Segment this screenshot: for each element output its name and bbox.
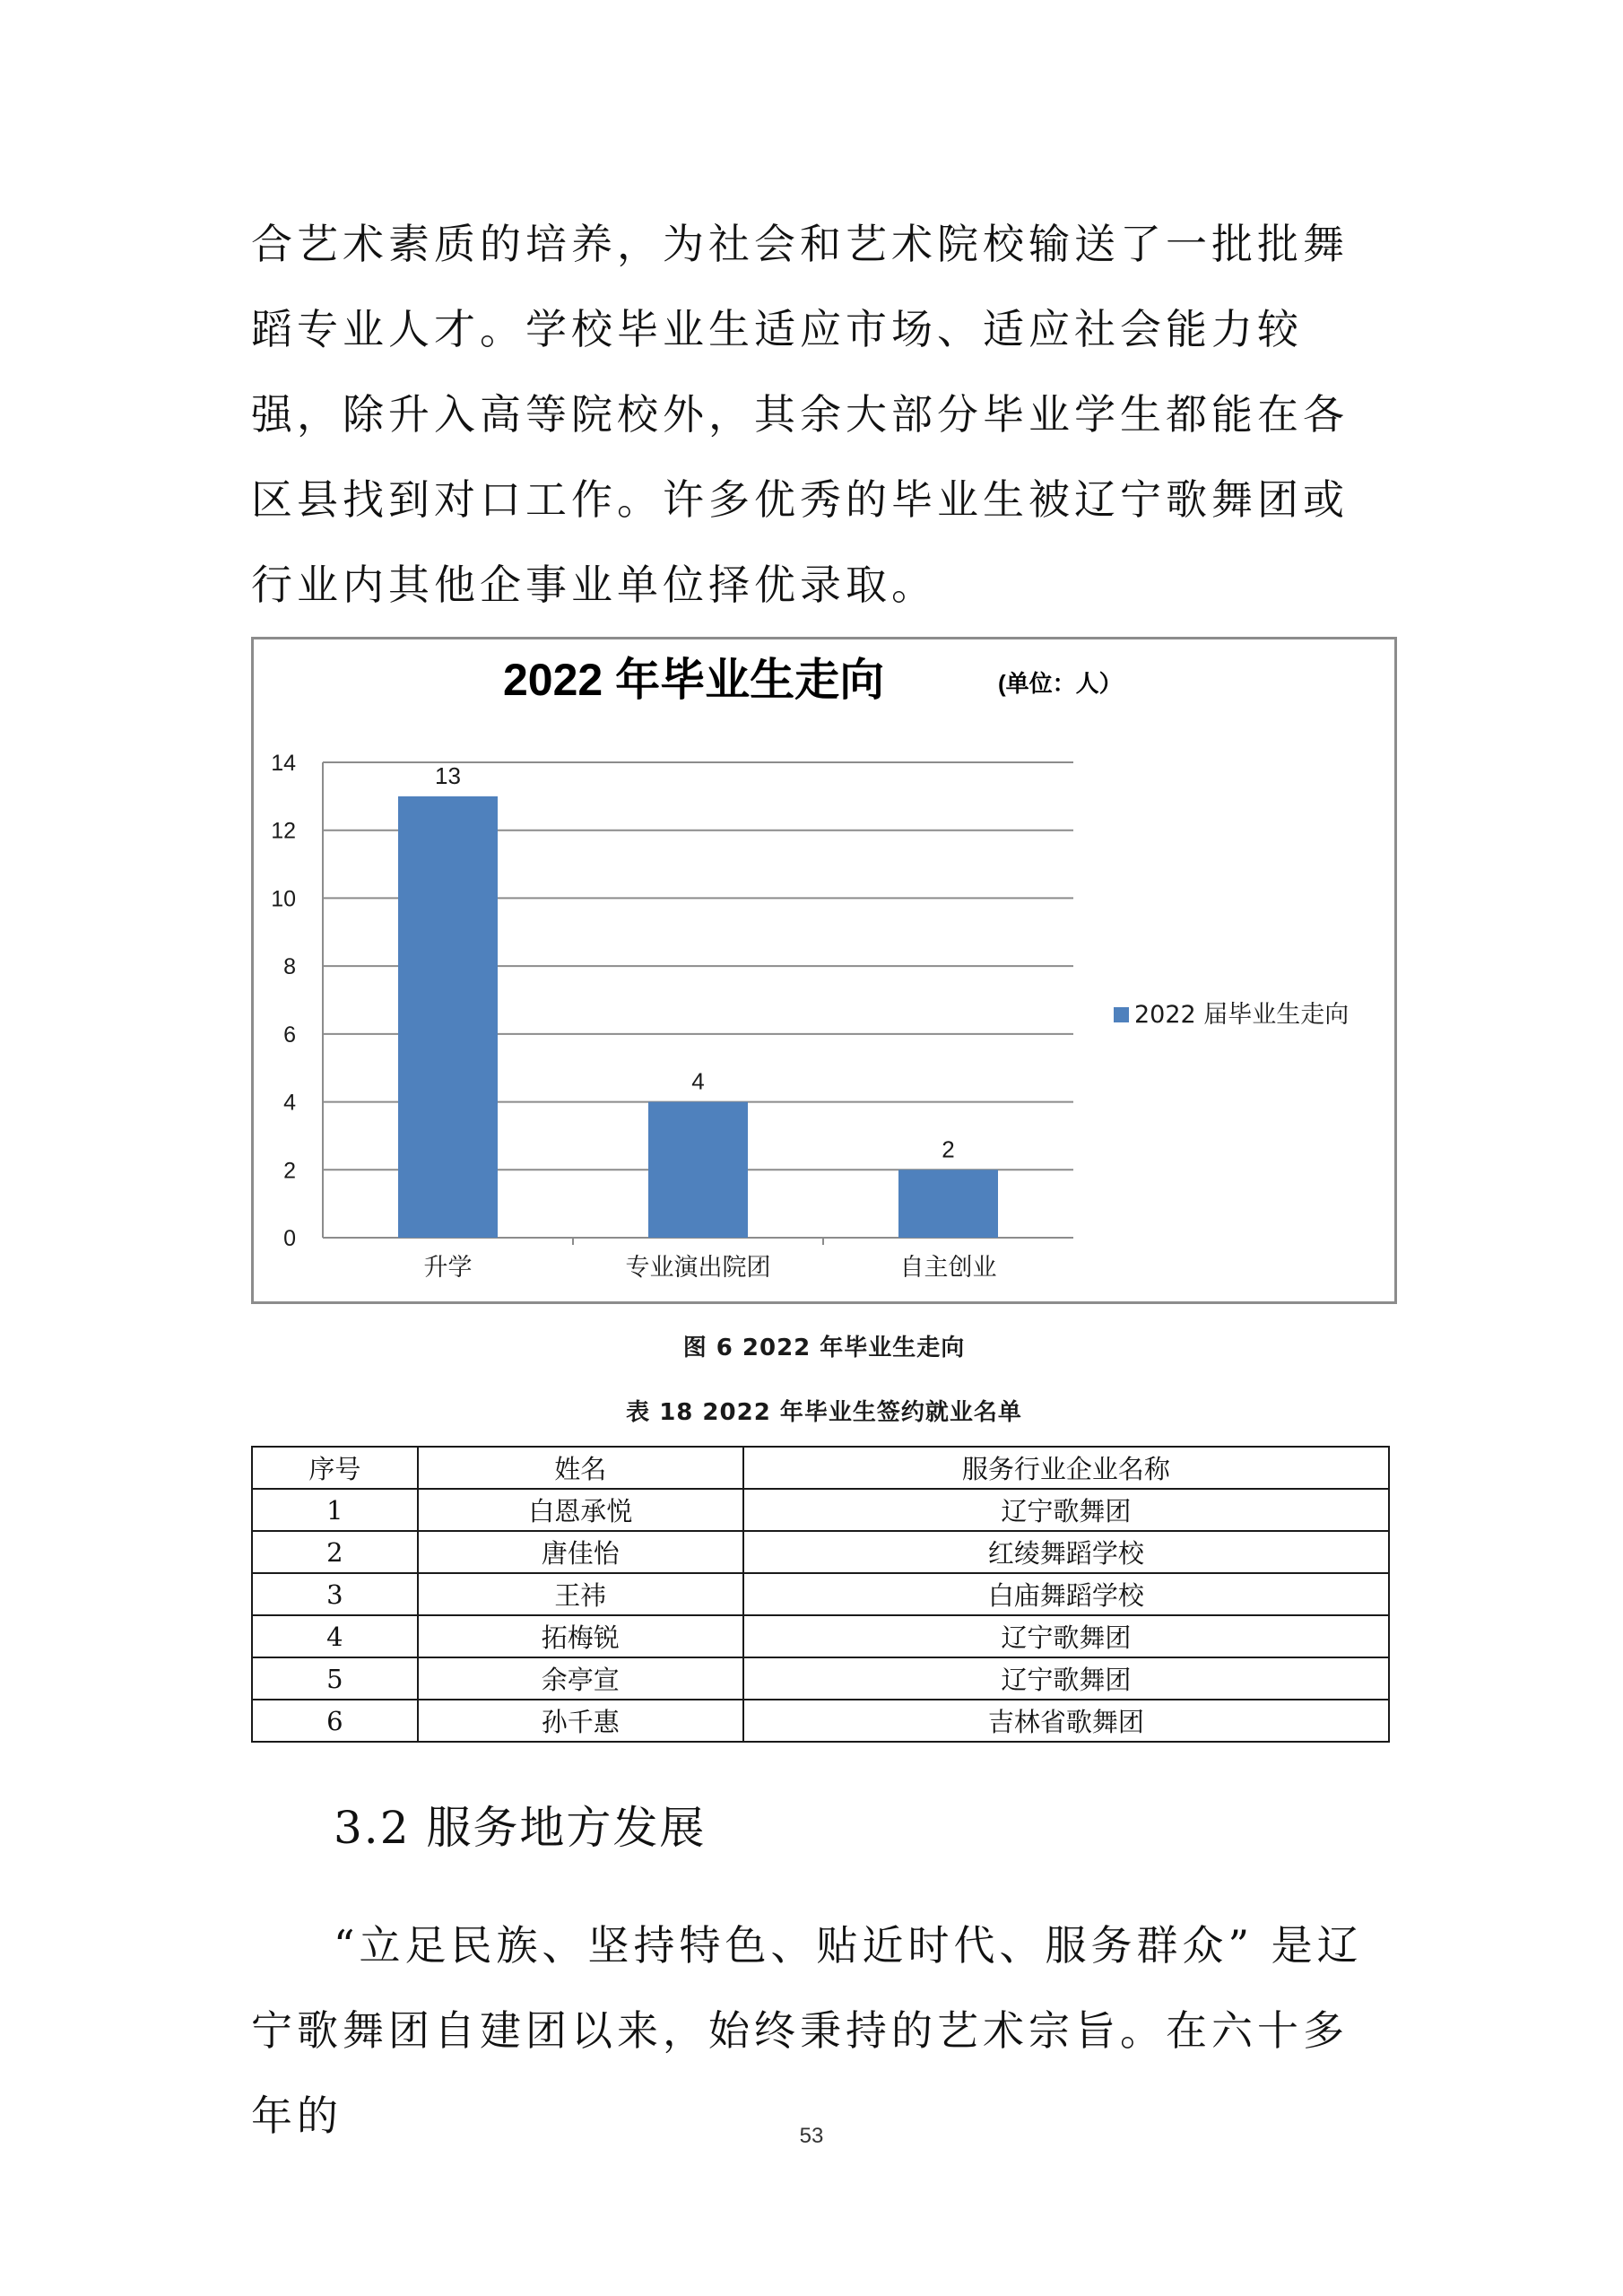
table-cell: 辽宁歌舞团: [743, 1489, 1389, 1531]
table-cell: 唐佳怡: [418, 1531, 743, 1573]
table-cell: 2: [252, 1531, 418, 1573]
bar-2: [898, 1170, 998, 1238]
category-label: 专业演出院团: [625, 1254, 771, 1282]
table-header-row: [252, 1447, 1389, 1489]
table-cell: 3: [252, 1573, 418, 1615]
data-label: 4: [691, 1067, 705, 1095]
table-cell: 1: [252, 1489, 418, 1531]
table-cell: 孙千惠: [418, 1700, 743, 1742]
employment-table: [251, 1446, 1390, 1743]
y-tick-label: 10: [271, 886, 296, 912]
table-caption: 表 18 2022 年毕业生签约就业名单: [626, 1399, 1022, 1426]
y-tick-label: 14: [271, 751, 296, 776]
table-row: [252, 1489, 1389, 1531]
y-tick-label: 8: [283, 954, 296, 980]
category-label: 升学: [423, 1254, 473, 1282]
table-cell: 红绫舞蹈学校: [743, 1531, 1389, 1573]
data-label: 2: [942, 1135, 955, 1163]
header-name: 姓名: [418, 1447, 743, 1489]
table-cell: 4: [252, 1615, 418, 1657]
chart-canvas: [254, 639, 1394, 1301]
header-employer: 服务行业企业名称: [743, 1447, 1389, 1489]
table-cell: 白恩承悦: [418, 1489, 743, 1531]
category-label: 自主创业: [899, 1254, 997, 1282]
table-cell: 6: [252, 1700, 418, 1742]
y-tick-label: 2: [283, 1158, 296, 1184]
chart-title: 2022 年毕业生走向: [503, 655, 885, 705]
figure-caption: 图 6 2022 年毕业生走向: [682, 1335, 966, 1361]
table-cell: 余亭宣: [418, 1657, 743, 1700]
table-cell: 辽宁歌舞团: [743, 1657, 1389, 1700]
bar-0: [398, 796, 498, 1238]
y-tick-label: 6: [283, 1022, 296, 1048]
data-label: 13: [435, 761, 461, 789]
table-cell: 王祎: [418, 1573, 743, 1615]
legend-label: 2022 届毕业生走向: [1134, 1001, 1350, 1029]
table-cell: 白庙舞蹈学校: [743, 1573, 1389, 1615]
section-heading: 3.2 服务地方发展: [334, 1802, 707, 1854]
header-index: 序号: [252, 1447, 418, 1489]
y-tick-label: 0: [283, 1226, 296, 1251]
y-tick-label: 12: [271, 818, 296, 844]
body-paragraph-top: 合艺术素质的培养，为社会和艺术院校输送了一批批舞蹈专业人才。学校毕业生适应市场、适应社会能力较强，除升入高等院校外，其余大部分毕业学生都能在各区县找到对口工作。许多优秀的毕业生被辽宁歌舞团或行业内其他企事业单位择优录取。: [251, 220, 1349, 609]
table-row: [252, 1657, 1389, 1700]
bar-1: [648, 1102, 748, 1238]
table-cell: 吉林省歌舞团: [743, 1700, 1389, 1742]
page-number: 53: [799, 2124, 824, 2148]
table-cell: 辽宁歌舞团: [743, 1615, 1389, 1657]
table-row: [252, 1573, 1389, 1615]
bar-chart: [251, 637, 1397, 1304]
table-cell: 拓梅锐: [418, 1615, 743, 1657]
chart-subtitle: (单位：人）: [998, 670, 1123, 697]
body-paragraph-bottom: “立足民族、坚持特色、贴近时代、服务群众” 是辽宁歌舞团自建团以来，始终秉持的艺术宗旨。在六十多年的: [251, 1921, 1363, 2140]
table-row: [252, 1615, 1389, 1657]
table-row: [252, 1700, 1389, 1742]
table-cell: 5: [252, 1657, 418, 1700]
table-row: [252, 1531, 1389, 1573]
legend-swatch: [1114, 1007, 1129, 1022]
y-tick-label: 4: [283, 1090, 296, 1116]
